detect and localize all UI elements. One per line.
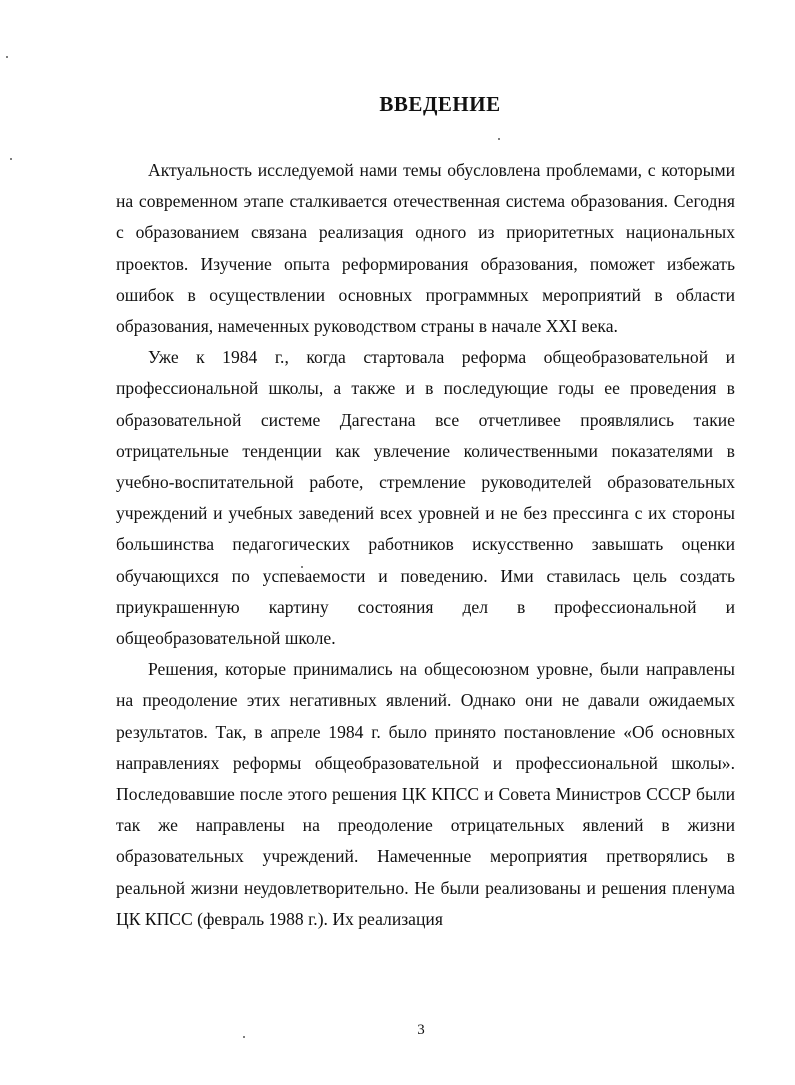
- scan-speck: [6, 56, 8, 58]
- page-title: ВВЕДЕНИЕ: [379, 92, 501, 116]
- paragraph: Решения, которые принимались на общесоюзном уровне, были направлены на преодоление этих негативных явлений. Однако они не давали ожидаемых результатов. Так, в апреле 1984 г. было принято постановление «Об основных направлениях реформы общеобразовательной и профессиональной школы». Последовавшие после этого решения ЦК КПСС и Совета Министров СССР были так же направлены на преодоление отрицательных явлений в жизни образовательных учреждений. Намеченные мероприятия претворялись в реальной жизни неудовлетворительно. Не были реализованы и решения пленума ЦК КПСС (февраль 1988 г.). Их реализация: [116, 659, 735, 929]
- scan-speck: [243, 1036, 245, 1038]
- document-body: [116, 155, 735, 935]
- scan-speck: [10, 158, 12, 160]
- page-number: 3: [417, 1022, 425, 1038]
- scan-speck: [498, 138, 500, 140]
- paragraph: Уже к 1984 г., когда стартовала реформа общеобразовательной и профессиональной школы, а также и в последующие годы ее проведения в образовательной системе Дагестана все отчетливее проявлялись такие отрицательные тенденции как увлечение количественными показателями в учебно-воспитательной работе, стремление руководителей образовательных учреждений и учебных заведений всех уровней и не без прессинга с их стороны большинства педагогических работников искусственно завышать оценки обучающихся по успеваемости и поведению. Ими ставилась цель создать приукрашенную картину состояния дел в профессиональной и общеобразовательной школе.: [116, 347, 735, 649]
- paragraph: Актуальность исследуемой нами темы обусловлена проблемами, с которыми на современном этапе сталкивается отечественная система образования. Сегодня с образованием связана реализация одного из приоритетных национальных проектов. Изучение опыта реформирования образования, поможет избежать ошибок в осуществлении основных программных мероприятий в области образования, намеченных руководством страны в начале XXI века.: [116, 160, 735, 337]
